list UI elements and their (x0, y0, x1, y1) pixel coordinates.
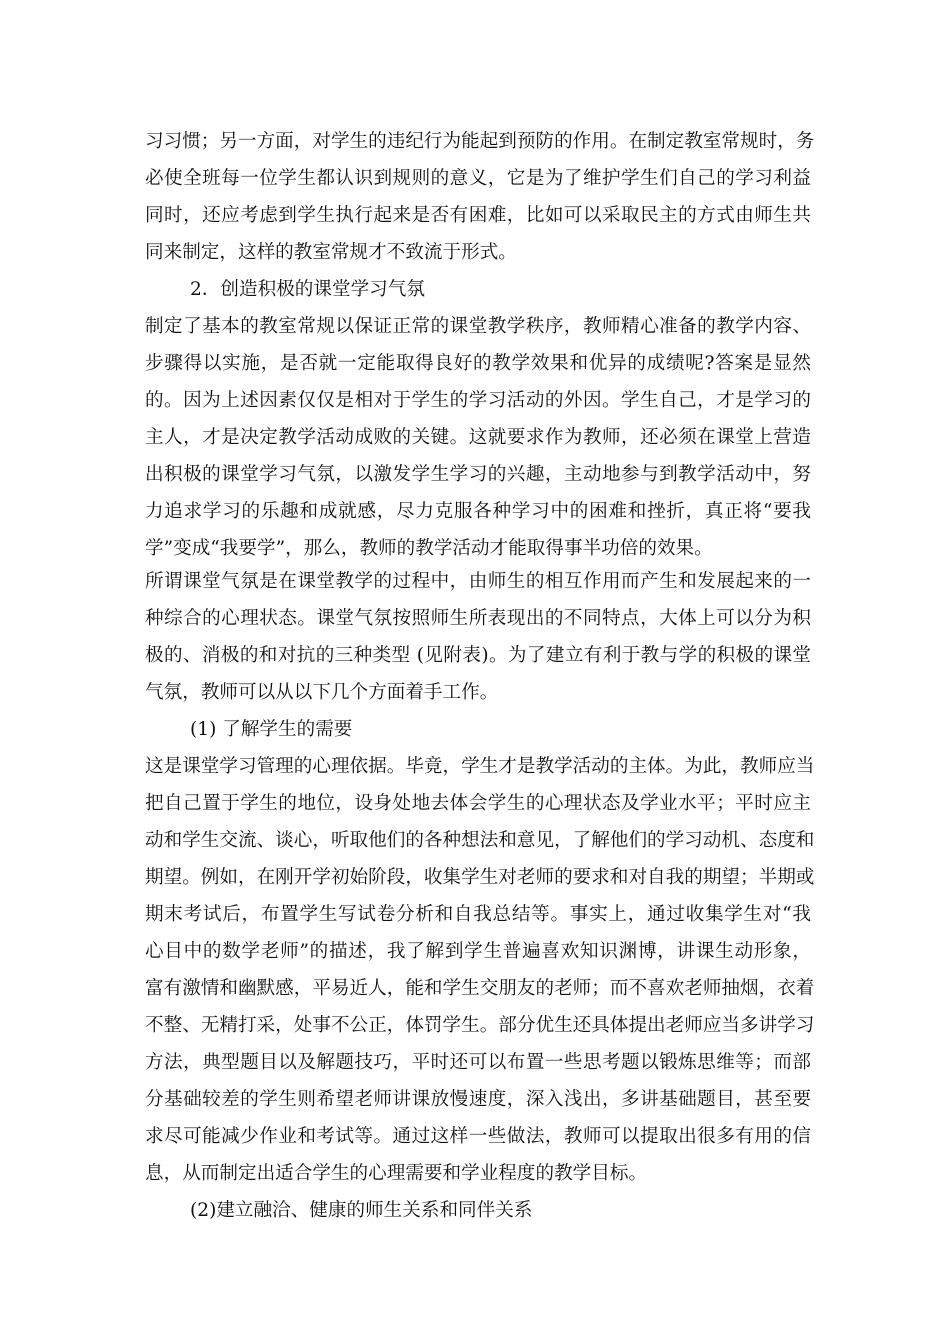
body-text-line: 这是课堂学习管理的心理依据。毕竟，学生才是教学活动的主体。为此，教师应当 (145, 756, 815, 777)
body-text-line: 方法，典型题目以及解题技巧，平时还可以布置一些思考题以锻炼思维等；而部 (145, 1052, 811, 1073)
body-text-line: 力追求学习的乐趣和成就感，尽力克服各种学习中的困难和挫折，真正将“要我 (145, 501, 811, 522)
body-text-line: 制定了基本的教室常规以保证正常的课堂教学秩序，教师精心准备的教学内容、 (145, 316, 811, 337)
body-text-line: 期望。例如，在刚开学初始阶段，收集学生对老师的要求和对自我的期望；半期或 (145, 867, 815, 888)
body-text-line: 同时，还应考虑到学生执行起来是否有困难，比如可以采取民主的方式由师生共 (145, 205, 811, 226)
body-text-line: 把自己置于学生的地位，设身处地去体会学生的心理状态及学业水平；平时应主 (145, 793, 811, 814)
section-heading: 2．创造积极的课堂学习气氛 (190, 279, 425, 300)
body-text-line: 出积极的课堂学习气氛，以激发学生学习的兴趣，主动地参与到教学活动中，努 (145, 464, 811, 485)
body-text-line: 步骤得以实施，是否就一定能取得良好的教学效果和优异的成绩呢?答案是显然 (145, 353, 811, 374)
body-text-line: 种综合的心理状态。课堂气氛按照师生所表现出的不同特点，大体上可以分为积 (145, 608, 811, 629)
body-text-line: 息，从而制定出适合学生的心理需要和学业程度的教学目标。 (145, 1163, 648, 1184)
subsection-heading: (2)建立融洽、健康的师生关系和同伴关系 (190, 1200, 533, 1221)
body-text-line: 必使全班每一位学生都认识到规则的意义，它是为了维护学生们自己的学习利益 (145, 168, 811, 189)
body-text-line: 动和学生交流、谈心，听取他们的各种想法和意见，了解他们的学习动机、态度和 (145, 830, 815, 851)
body-text-line: 富有激情和幽默感，平易近人，能和学生交朋友的老师；而不喜欢老师抽烟，衣着 (145, 978, 815, 999)
body-text-line: 气氛，教师可以从以下几个方面着手工作。 (145, 682, 499, 703)
body-text-line: 所谓课堂气氛是在课堂教学的过程中，由师生的相互作用而产生和发展起来的一 (145, 571, 811, 592)
body-text-line: 的。因为上述因素仅仅是相对于学生的学习活动的外因。学生自己，才是学习的 (145, 390, 811, 411)
body-text-line: 分基础较差的学生则希望老师讲课放慢速度，深入浅出，多讲基础题目，甚至要 (145, 1089, 811, 1110)
body-text-line: 同来制定，这样的教室常规才不致流于形式。 (145, 242, 517, 263)
body-text-line: 习习惯；另一方面，对学生的违纪行为能起到预防的作用。在制定教室常规时，务 (145, 131, 815, 152)
body-text-line: 极的、消极的和对抗的三种类型 (见附表)。为了建立有利于教与学的积极的课堂 (145, 645, 811, 666)
body-text-line: 期末考试后，布置学生写试卷分析和自我总结等。事实上，通过收集学生对“我 (145, 904, 811, 925)
subsection-heading: (1) 了解学生的需要 (190, 719, 353, 740)
body-text-line: 求尽可能减少作业和考试等。通过这样一些做法，教师可以提取出很多有用的信 (145, 1126, 811, 1147)
body-text-line: 心目中的数学老师”的描述，我了解到学生普遍喜欢知识渊博，讲课生动形象， (145, 941, 811, 962)
body-text-line: 学”变成“我要学”，那么，教师的教学活动才能取得事半功倍的效果。 (145, 538, 713, 559)
body-text-line: 主人，才是决定教学活动成败的关键。这就要求作为教师，还必须在课堂上营造 (145, 427, 811, 448)
body-text-line: 不整、无精打采，处事不公正，体罚学生。部分优生还具体提出老师应当多讲学习 (145, 1015, 815, 1036)
